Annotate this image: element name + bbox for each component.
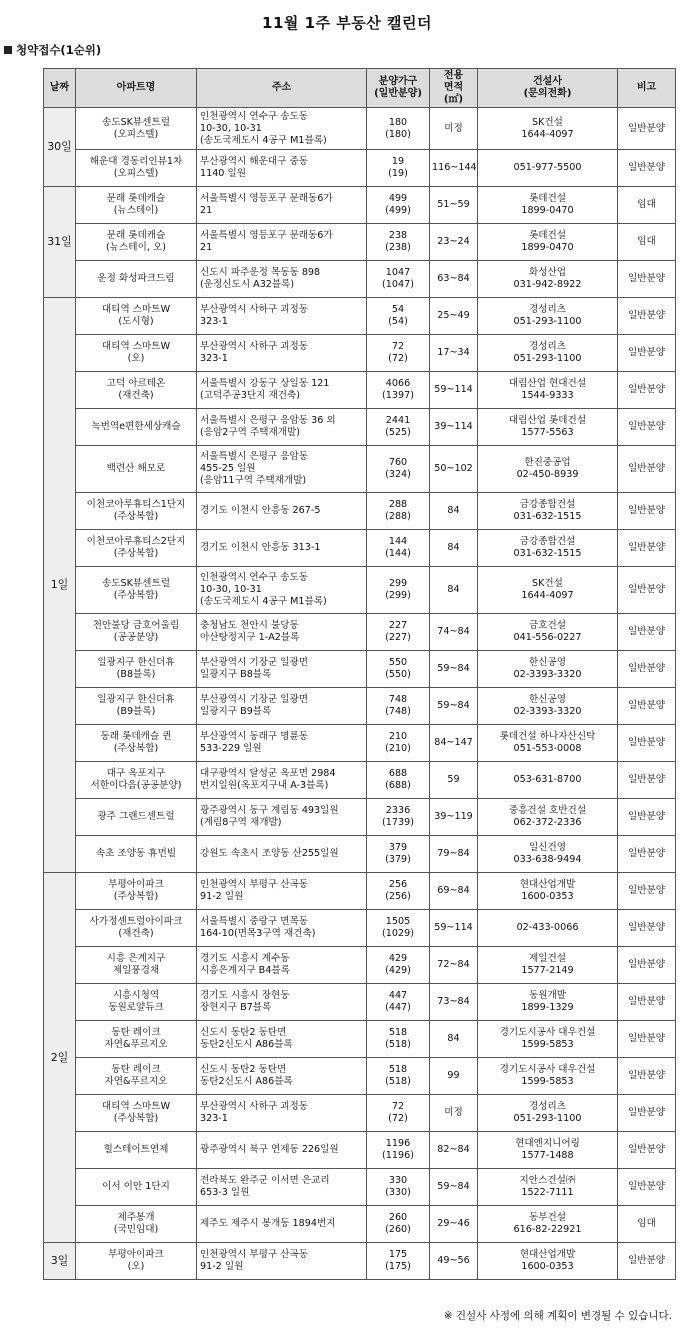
- schedule-table: [43, 68, 676, 1280]
- builder-cell: 053-631-8700: [478, 762, 618, 799]
- note-cell: 일반분양: [618, 984, 676, 1021]
- builder-cell: 현대엔지니어링 1577-1488: [478, 1132, 618, 1169]
- table-body: [44, 108, 676, 1280]
- units-cell: 227 (227): [367, 614, 430, 651]
- address-cell: 신도시 파주운정 목동동 898 (운정신도시 A32블록): [197, 261, 367, 298]
- note-cell: 일반분양: [618, 1021, 676, 1058]
- apartment-name-cell: 송도SK뷰센트럴 (오피스텔): [76, 108, 197, 150]
- area-cell: 69~84: [430, 873, 478, 910]
- note-cell: 일반분양: [618, 651, 676, 688]
- area-cell: 72~84: [430, 947, 478, 984]
- note-cell: 일반분양: [618, 372, 676, 409]
- note-cell: 일반분양: [618, 614, 676, 651]
- table-row: [44, 530, 676, 567]
- apartment-name-cell: 문래 롯데캐슬 (뉴스테이, 오): [76, 224, 197, 261]
- area-cell: 23~24: [430, 224, 478, 261]
- area-cell: 84: [430, 567, 478, 614]
- builder-cell: 한진중공업 02-450-8939: [478, 446, 618, 493]
- note-cell: 일반분양: [618, 910, 676, 947]
- apartment-name-cell: 부평아이파크 (오): [76, 1243, 197, 1280]
- note-cell: 일반분양: [618, 108, 676, 150]
- area-cell: 59~114: [430, 372, 478, 409]
- note-cell: 일반분양: [618, 446, 676, 493]
- address-cell: 강원도 속초시 조양동 산255일원: [197, 836, 367, 873]
- area-cell: 25~49: [430, 298, 478, 335]
- builder-cell: 지안스건설㈜ 1522-7111: [478, 1169, 618, 1206]
- address-cell: 서울특별시 강동구 상일동 121 (고덕주공3단지 재건축): [197, 372, 367, 409]
- apartment-name-cell: 대구 옥포지구 서한이다음(공공분양): [76, 762, 197, 799]
- note-cell: 일반분양: [618, 1169, 676, 1206]
- units-cell: 748 (748): [367, 688, 430, 725]
- table-row: [44, 651, 676, 688]
- header-note: 비고: [618, 69, 676, 108]
- page-title: 11월 1주 부동산 캘린더: [262, 14, 432, 32]
- apartment-name-cell: 동탄 레이크 자연&푸르지오: [76, 1021, 197, 1058]
- builder-cell: 현대산업개발 1600-0353: [478, 873, 618, 910]
- address-cell: 충청남도 천안시 불당동 아산탕정지구 1-A2블록: [197, 614, 367, 651]
- header-builder: 건설사 (문의전화): [478, 69, 618, 108]
- area-cell: 59~84: [430, 651, 478, 688]
- date-cell: 31일: [44, 187, 76, 298]
- address-cell: 서울특별시 영등포구 문래동6가 21: [197, 224, 367, 261]
- note-cell: 일반분양: [618, 688, 676, 725]
- date-cell: 3일: [44, 1243, 76, 1280]
- address-cell: 인천광역시 부평구 산곡동 91-2 일원: [197, 1243, 367, 1280]
- units-cell: 72 (72): [367, 1095, 430, 1132]
- note-cell: 일반분양: [618, 1058, 676, 1095]
- apartment-name-cell: 이천코아루휴티스1단지 (주상복합): [76, 493, 197, 530]
- builder-cell: 화성산업 031-942-8922: [478, 261, 618, 298]
- address-cell: 서울특별시 중랑구 면목동 164-10(면목3구역 재건축): [197, 910, 367, 947]
- units-cell: 4066 (1397): [367, 372, 430, 409]
- address-cell: 부산광역시 동래구 명륜동 533-229 일원: [197, 725, 367, 762]
- note-cell: 일반분양: [618, 493, 676, 530]
- units-cell: 550 (550): [367, 651, 430, 688]
- note-cell: 일반분양: [618, 947, 676, 984]
- section-label: 청약접수(1순위): [16, 43, 102, 57]
- note-cell: 일반분양: [618, 762, 676, 799]
- note-cell: 임대: [618, 1206, 676, 1243]
- builder-cell: 금호건설 041-556-0227: [478, 614, 618, 651]
- units-cell: 379 (379): [367, 836, 430, 873]
- address-cell: 인천광역시 부평구 산곡동 91-2 일원: [197, 873, 367, 910]
- units-cell: 299 (299): [367, 567, 430, 614]
- table-row: [44, 493, 676, 530]
- area-cell: 51~59: [430, 187, 478, 224]
- section-heading: [4, 42, 101, 58]
- area-cell: 84: [430, 530, 478, 567]
- address-cell: 부산광역시 사하구 괴정동 323-1: [197, 298, 367, 335]
- units-cell: 2336 (1739): [367, 799, 430, 836]
- table-row: [44, 1058, 676, 1095]
- builder-cell: 경기도시공사 대우건설 1599-5853: [478, 1058, 618, 1095]
- units-cell: 288 (288): [367, 493, 430, 530]
- area-cell: 39~114: [430, 409, 478, 446]
- builder-cell: 경기도시공사 대우건설 1599-5853: [478, 1021, 618, 1058]
- area-cell: 50~102: [430, 446, 478, 493]
- square-bullet-icon: [4, 46, 12, 54]
- units-cell: 518 (518): [367, 1058, 430, 1095]
- apartment-name-cell: 제주봉개 (국민임대): [76, 1206, 197, 1243]
- units-cell: 1047 (1047): [367, 261, 430, 298]
- header-address: 주소: [197, 69, 367, 108]
- address-cell: 서울특별시 은평구 응암동 36 외 (응암2구역 주택재개발): [197, 409, 367, 446]
- address-cell: 경기도 이천시 안흥동 313-1: [197, 530, 367, 567]
- table-row: [44, 762, 676, 799]
- apartment-name-cell: 대티역 스마트W (오): [76, 335, 197, 372]
- apartment-name-cell: 광주 그랜드센트럴: [76, 799, 197, 836]
- apartment-name-cell: 사가정센트럴아이파크 (재건축): [76, 910, 197, 947]
- units-cell: 54 (54): [367, 298, 430, 335]
- apartment-name-cell: 문래 롯데캐슬 (뉴스테이): [76, 187, 197, 224]
- builder-cell: SK건설 1644-4097: [478, 108, 618, 150]
- area-cell: 59~114: [430, 910, 478, 947]
- address-cell: 경기도 시흥시 계수동 시흥은계지구 B4블록: [197, 947, 367, 984]
- apartment-name-cell: 속초 조양동 휴먼빌: [76, 836, 197, 873]
- units-cell: 144 (144): [367, 530, 430, 567]
- table-header-row: [44, 69, 676, 108]
- builder-cell: 동부건설 616-82-22921: [478, 1206, 618, 1243]
- header-date: 날짜: [44, 69, 76, 108]
- units-cell: 19 (19): [367, 150, 430, 187]
- header-units: 분양가구 (일반분양): [367, 69, 430, 108]
- builder-cell: 제일건설 1577-2149: [478, 947, 618, 984]
- area-cell: 59: [430, 762, 478, 799]
- table-row: [44, 372, 676, 409]
- address-cell: 서울특별시 은평구 응암동 455-25 일원 (응암11구역 주택재개발): [197, 446, 367, 493]
- builder-cell: 현대산업개발 1600-0353: [478, 1243, 618, 1280]
- units-cell: 256 (256): [367, 873, 430, 910]
- note-cell: 일반분양: [618, 150, 676, 187]
- note-cell: 일반분양: [618, 1095, 676, 1132]
- apartment-name-cell: 송도SK뷰센트럴 (주상복합): [76, 567, 197, 614]
- table-row: [44, 1243, 676, 1280]
- units-cell: 330 (330): [367, 1169, 430, 1206]
- area-cell: 29~46: [430, 1206, 478, 1243]
- builder-cell: 한신공영 02-3393-3320: [478, 651, 618, 688]
- apartment-name-cell: 운정 화성파크드림: [76, 261, 197, 298]
- address-cell: 대구광역시 달성군 옥포면 2984 번지일원(옥포지구내 A-3블록): [197, 762, 367, 799]
- builder-cell: 02-433-0066: [478, 910, 618, 947]
- date-cell: 2일: [44, 873, 76, 1243]
- table-row: [44, 1021, 676, 1058]
- note-cell: 일반분양: [618, 261, 676, 298]
- address-cell: 신도시 동탄2 동탄면 동탄2신도시 A86블록: [197, 1021, 367, 1058]
- builder-cell: 일신건영 033-638-9494: [478, 836, 618, 873]
- table-row: [44, 614, 676, 651]
- builder-cell: 동원개발 1899-1329: [478, 984, 618, 1021]
- address-cell: 경기도 시흥시 장현동 장현지구 B7블록: [197, 984, 367, 1021]
- table-row: [44, 873, 676, 910]
- units-cell: 429 (429): [367, 947, 430, 984]
- area-cell: 미정: [430, 1095, 478, 1132]
- units-cell: 447 (447): [367, 984, 430, 1021]
- builder-cell: 한신공영 02-3393-3320: [478, 688, 618, 725]
- units-cell: 180 (180): [367, 108, 430, 150]
- footnote: ※ 건설사 사정에 의해 계획이 변경될 수 있습니다.: [443, 1310, 672, 1322]
- note-cell: 임대: [618, 187, 676, 224]
- apartment-name-cell: 일광지구 한신더휴 (B9블록): [76, 688, 197, 725]
- builder-cell: 051-977-5500: [478, 150, 618, 187]
- address-cell: 경기도 이천시 안흥동 267-5: [197, 493, 367, 530]
- table-row: [44, 1095, 676, 1132]
- apartment-name-cell: 동래 롯데캐슬 퀸 (주상복합): [76, 725, 197, 762]
- note-cell: 일반분양: [618, 1132, 676, 1169]
- area-cell: 49~56: [430, 1243, 478, 1280]
- address-cell: 인천광역시 연수구 송도동 10-30, 10-31 (송도국제도시 4공구 M1블록): [197, 567, 367, 614]
- units-cell: 238 (238): [367, 224, 430, 261]
- address-cell: 광주광역시 북구 연제동 226일원: [197, 1132, 367, 1169]
- table-row: [44, 947, 676, 984]
- builder-cell: 롯데건설 하나자산신탁 051-553-0008: [478, 725, 618, 762]
- table-row: [44, 187, 676, 224]
- builder-cell: 대림산업 현대건설 1544-9333: [478, 372, 618, 409]
- note-cell: 일반분양: [618, 725, 676, 762]
- note-cell: 일반분양: [618, 799, 676, 836]
- builder-cell: 중흥건설 호반건설 062-372-2336: [478, 799, 618, 836]
- address-cell: 제주도 제주시 봉개동 1894번지: [197, 1206, 367, 1243]
- table-row: [44, 224, 676, 261]
- header-apartment: 아파트명: [76, 69, 197, 108]
- builder-cell: 금강종합건설 031-632-1515: [478, 493, 618, 530]
- builder-cell: SK건설 1644-4097: [478, 567, 618, 614]
- apartment-name-cell: 이서 이안 1단지: [76, 1169, 197, 1206]
- table-row: [44, 446, 676, 493]
- builder-cell: 금강종합건설 031-632-1515: [478, 530, 618, 567]
- table-row: [44, 335, 676, 372]
- address-cell: 부산광역시 사하구 괴정동 323-1: [197, 335, 367, 372]
- area-cell: 84: [430, 493, 478, 530]
- units-cell: 72 (72): [367, 335, 430, 372]
- area-cell: 84: [430, 1021, 478, 1058]
- area-cell: 79~84: [430, 836, 478, 873]
- units-cell: 175 (175): [367, 1243, 430, 1280]
- address-cell: 부산광역시 기장군 일광면 일광지구 B9블록: [197, 688, 367, 725]
- apartment-name-cell: 이천코아루휴티스2단지 (주상복합): [76, 530, 197, 567]
- note-cell: 일반분양: [618, 567, 676, 614]
- area-cell: 116~144: [430, 150, 478, 187]
- builder-cell: 롯데건설 1899-0470: [478, 187, 618, 224]
- area-cell: 39~119: [430, 799, 478, 836]
- units-cell: 499 (499): [367, 187, 430, 224]
- address-cell: 부산광역시 사하구 괴정동 323-1: [197, 1095, 367, 1132]
- area-cell: 63~84: [430, 261, 478, 298]
- table-row: [44, 688, 676, 725]
- area-cell: 99: [430, 1058, 478, 1095]
- table-row: [44, 984, 676, 1021]
- apartment-name-cell: 해운대 경동리인뷰1차 (오피스텔): [76, 150, 197, 187]
- note-cell: 일반분양: [618, 836, 676, 873]
- note-cell: 일반분양: [618, 298, 676, 335]
- note-cell: 임대: [618, 224, 676, 261]
- apartment-name-cell: 동탄 레이크 자연&푸르지오: [76, 1058, 197, 1095]
- area-cell: 17~34: [430, 335, 478, 372]
- address-cell: 서울특별시 영등포구 문래동6가 21: [197, 187, 367, 224]
- builder-cell: 경성리츠 051-293-1100: [478, 1095, 618, 1132]
- builder-cell: 대림산업 롯데건설 1577-5563: [478, 409, 618, 446]
- table-row: [44, 409, 676, 446]
- area-cell: 59~84: [430, 688, 478, 725]
- date-cell: 1일: [44, 298, 76, 873]
- table-row: [44, 298, 676, 335]
- area-cell: 73~84: [430, 984, 478, 1021]
- table-row: [44, 799, 676, 836]
- units-cell: 210 (210): [367, 725, 430, 762]
- apartment-name-cell: 고덕 아르테온 (재건축): [76, 372, 197, 409]
- builder-cell: 롯데건설 1899-0470: [478, 224, 618, 261]
- apartment-name-cell: 녹번역e편한세상캐슬: [76, 409, 197, 446]
- address-cell: 전라북도 완주군 이서면 은교리 653-3 일원: [197, 1169, 367, 1206]
- area-cell: 59~84: [430, 1169, 478, 1206]
- table-row: [44, 1132, 676, 1169]
- units-cell: 688 (688): [367, 762, 430, 799]
- units-cell: 260 (260): [367, 1206, 430, 1243]
- apartment-name-cell: 백련산 해모로: [76, 446, 197, 493]
- apartment-name-cell: 시흥 은계지구 제일풍경채: [76, 947, 197, 984]
- area-cell: 미정: [430, 108, 478, 150]
- address-cell: 부산광역시 해운대구 중동 1140 일원: [197, 150, 367, 187]
- note-cell: 일반분양: [618, 1243, 676, 1280]
- apartment-name-cell: 힐스테이트연제: [76, 1132, 197, 1169]
- area-cell: 74~84: [430, 614, 478, 651]
- address-cell: 부산광역시 기장군 일광면 일광지구 B8블록: [197, 651, 367, 688]
- note-cell: 일반분양: [618, 530, 676, 567]
- area-cell: 82~84: [430, 1132, 478, 1169]
- table-row: [44, 725, 676, 762]
- table-row: [44, 1206, 676, 1243]
- header-area: 전용 면적 (㎡): [430, 69, 478, 108]
- table-row: [44, 150, 676, 187]
- note-cell: 일반분양: [618, 335, 676, 372]
- apartment-name-cell: 천안불당 금호어울림 (공공분양): [76, 614, 197, 651]
- table-row: [44, 108, 676, 150]
- apartment-name-cell: 시흥시청역 동원로얄듀크: [76, 984, 197, 1021]
- address-cell: 신도시 동탄2 동탄면 동탄2신도시 A86블록: [197, 1058, 367, 1095]
- apartment-name-cell: 대티역 스마트W (도시형): [76, 298, 197, 335]
- note-cell: 일반분양: [618, 873, 676, 910]
- address-cell: 인천광역시 연수구 송도동 10-30, 10-31 (송도국제도시 4공구 M1블록): [197, 108, 367, 150]
- units-cell: 760 (324): [367, 446, 430, 493]
- address-cell: 광주광역시 동구 계림동 493일원 (계림8구역 재개발): [197, 799, 367, 836]
- date-cell: 30일: [44, 108, 76, 187]
- table-row: [44, 836, 676, 873]
- units-cell: 1505 (1029): [367, 910, 430, 947]
- table-row: [44, 261, 676, 298]
- apartment-name-cell: 일광지구 한신더휴 (B8블록): [76, 651, 197, 688]
- units-cell: 2441 (525): [367, 409, 430, 446]
- table-row: [44, 567, 676, 614]
- apartment-name-cell: 대티역 스마트W (주상복합): [76, 1095, 197, 1132]
- area-cell: 84~147: [430, 725, 478, 762]
- table-row: [44, 910, 676, 947]
- note-cell: 일반분양: [618, 409, 676, 446]
- units-cell: 518 (518): [367, 1021, 430, 1058]
- table-row: [44, 1169, 676, 1206]
- builder-cell: 경성리츠 051-293-1100: [478, 298, 618, 335]
- units-cell: 1196 (1196): [367, 1132, 430, 1169]
- apartment-name-cell: 부평아이파크 (주상복합): [76, 873, 197, 910]
- builder-cell: 경성리츠 051-293-1100: [478, 335, 618, 372]
